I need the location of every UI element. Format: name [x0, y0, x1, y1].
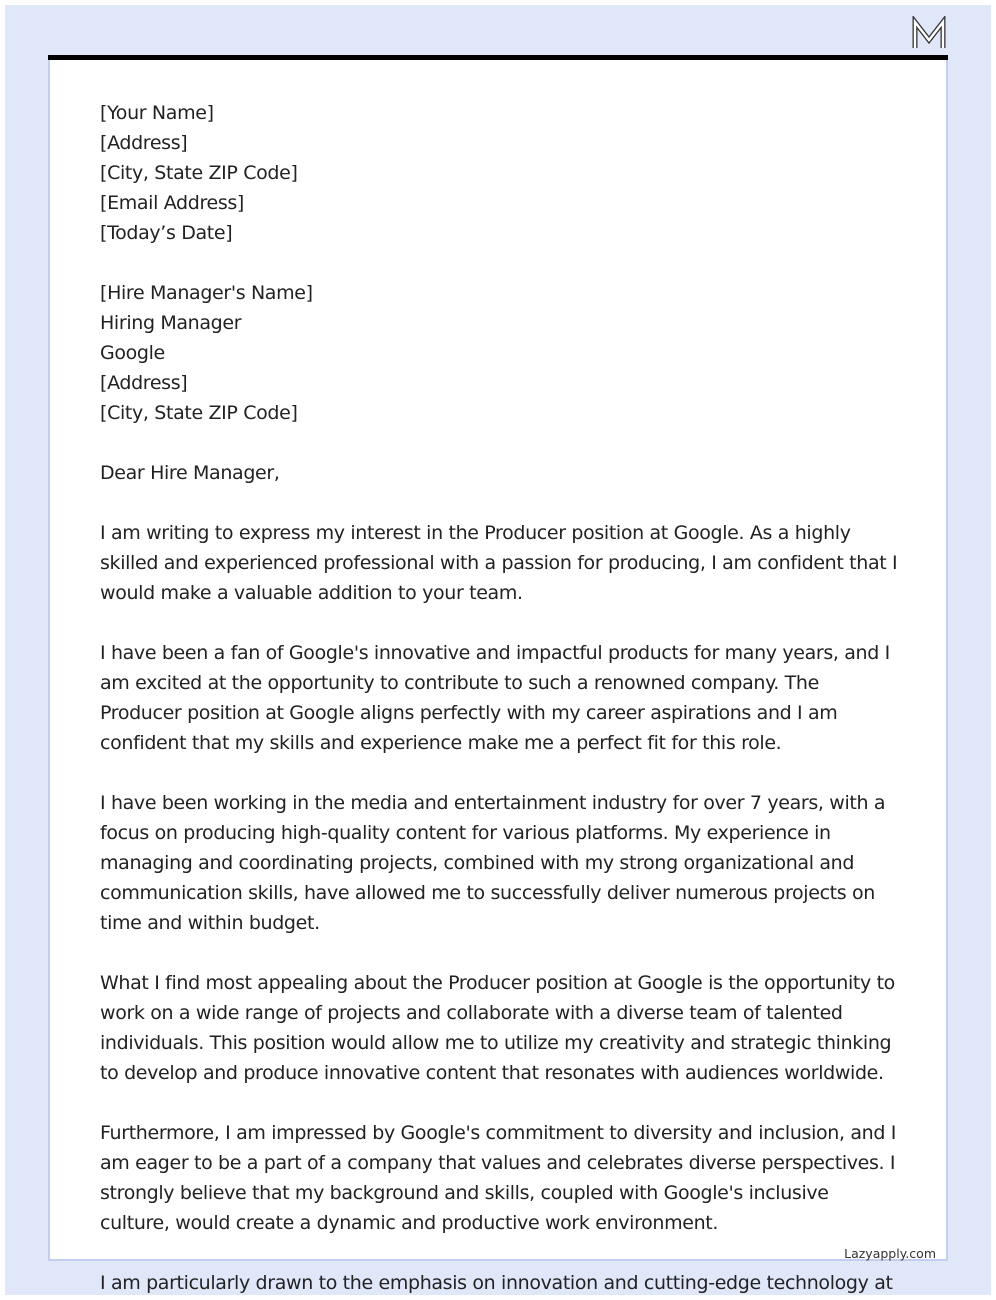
recipient-company: Google: [100, 342, 165, 364]
sender-block: [100, 98, 900, 248]
paragraph: I have been working in the media and entertainment industry for over 7 years, with a focus on producing high-quality content for various platforms. My experience in managing and coordinating projects, combined with my strong organizational and communication skills, have allowed me to successfully deliver numerous projects on time and within budget.: [100, 792, 886, 934]
recipient-name: [Hire Manager's Name]: [100, 282, 313, 304]
sender-address: [Address]: [100, 132, 188, 154]
recipient-block: [100, 278, 900, 428]
paragraph: What I find most appealing about the Producer position at Google is the opportunity to work on a wide range of projects and collaborate with a diverse team of talented individuals. This position would allow me to utilize my creativity and strategic thinking to develop and produce innovative content that resonates with audiences worldwide.: [100, 972, 895, 1084]
sender-email: [Email Address]: [100, 192, 244, 214]
cover-letter-body: [100, 98, 900, 1268]
paragraph-continued: I am particularly drawn to the emphasis on innovation and cutting-edge technology at: [100, 1272, 893, 1294]
letter-date: [Today’s Date]: [100, 222, 233, 244]
footer-brand: Lazyapply.com: [844, 1246, 936, 1261]
paragraph: Furthermore, I am impressed by Google's commitment to diversity and inclusion, and I am eager to be a part of a company that values and celebrates diverse perspectives. I strongly believe that my background and skills, coupled with Google's inclusive culture, would create a dynamic and productive work environment.: [100, 1122, 896, 1234]
salutation: Dear Hire Manager,: [100, 462, 280, 484]
recipient-title: Hiring Manager: [100, 312, 242, 334]
paragraph: I am writing to express my interest in the Producer position at Google. As a highly skilled and experienced professional with a passion for producing, I am confident that I would make a valuable addition to your team.: [100, 522, 898, 604]
paragraph: I have been a fan of Google's innovative and impactful products for many years, and I am excited at the opportunity to contribute to such a renowned company. The Producer position at Google aligns perfectly with my career aspirations and I am confident that my skills and experience make me a perfect fit for this role.: [100, 642, 890, 754]
sender-name: [Your Name]: [100, 102, 214, 124]
sender-city: [City, State ZIP Code]: [100, 162, 298, 184]
recipient-city: [City, State ZIP Code]: [100, 402, 298, 424]
recipient-address: [Address]: [100, 372, 188, 394]
m-logo-icon: [910, 16, 948, 54]
